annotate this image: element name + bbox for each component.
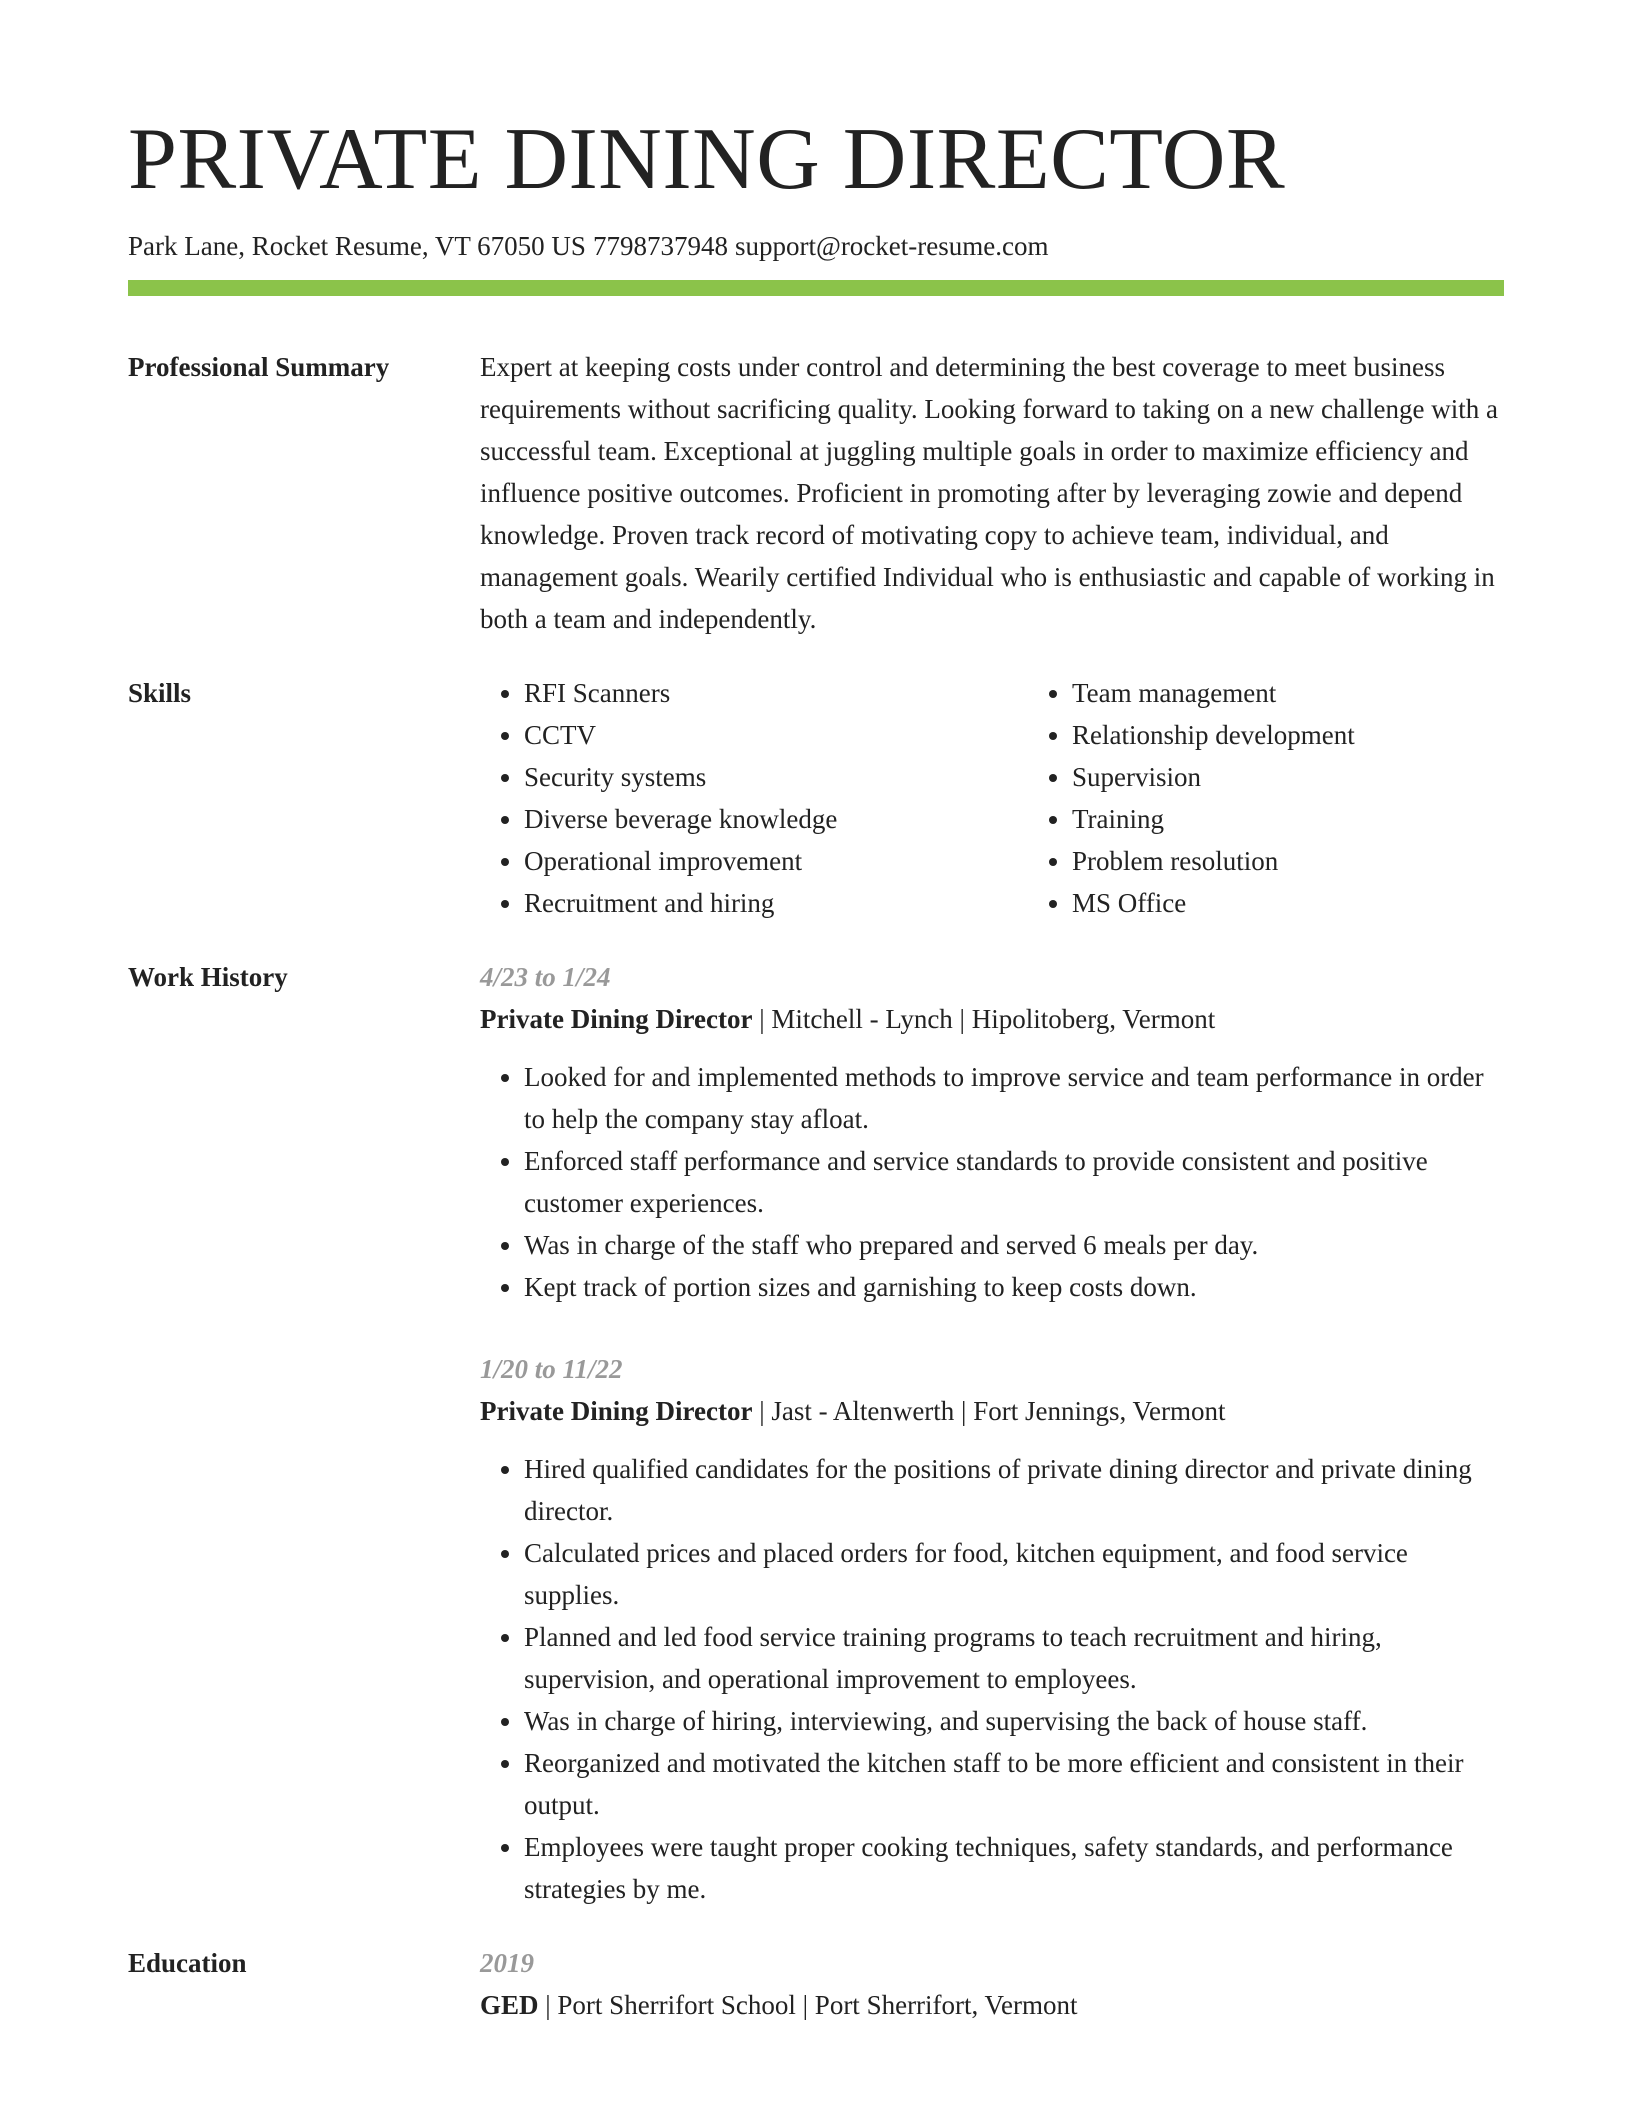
job-role: Private Dining Director — [480, 1004, 753, 1035]
job-bullet: • Calculated prices and placed orders for food, kitchen equipment, and food service supplies. — [524, 1532, 1504, 1616]
summary-text: Expert at keeping costs under control and determining the best coverage to meet business requirements without sacrificing quality. Looking forward to taking on a new challenge with a successful team. Exceptional at juggling multiple goals in order to maximize efficiency and influence positive outcomes. Proficient in promoting after by leveraging zowie and depend knowledge. Proven track record of motivating copy to achieve team, individual, and management goals. Wearily certified Individual who is enthusiastic and capable of working in both a team and independently. — [480, 352, 1498, 635]
contact-line — [128, 230, 1504, 262]
job-dates: 4/23 to 1/24 — [480, 962, 611, 993]
summary-section — [128, 346, 1504, 640]
job-role: Private Dining Director — [480, 1396, 753, 1427]
job-entry — [480, 956, 1504, 1308]
skill-item: • Team management — [1072, 672, 1576, 714]
education-degree: GED — [480, 1990, 539, 2021]
job-bullet: • Kept track of portion sizes and garnishing to keep costs down. — [524, 1266, 1504, 1308]
skill-item: • MS Office — [1072, 882, 1576, 924]
skills-column-right — [1028, 672, 1576, 924]
work-history-section — [128, 956, 1504, 1910]
skill-item: • Recruitment and hiring — [524, 882, 1028, 924]
job-bullet: • Looked for and implemented methods to improve service and team performance in order to help the company stay afloat. — [524, 1056, 1504, 1140]
job-dates: 1/20 to 11/22 — [480, 1354, 623, 1385]
skill-item: • RFI Scanners — [524, 672, 1028, 714]
job-company-location: | Mitchell - Lynch | Hipolitoberg, Vermont — [752, 1004, 1216, 1035]
job-bullet: • Reorganized and motivated the kitchen staff to be more efficient and consistent in their output. — [524, 1742, 1504, 1826]
education-section — [128, 1942, 1504, 2026]
education-year: 2019 — [480, 1948, 534, 1979]
job-title-line — [480, 998, 1504, 1040]
job-bullet: • Was in charge of hiring, interviewing, and supervising the back of house staff. — [524, 1700, 1504, 1742]
job-bullet: • Hired qualified candidates for the positions of private dining director and private dining director. — [524, 1448, 1504, 1532]
job-bullet: • Was in charge of the staff who prepared and served 6 meals per day. — [524, 1224, 1504, 1266]
job-entry — [480, 1348, 1504, 1910]
skill-item: • Supervision — [1072, 756, 1576, 798]
job-bullet: • Employees were taught proper cooking techniques, safety standards, and performance strategies by me. — [524, 1826, 1504, 1910]
resume-title: PRIVATE DINING DIRECTOR — [128, 111, 1286, 208]
contact-phone: 7798737948 — [592, 231, 728, 261]
skill-item: • Diverse beverage knowledge — [524, 798, 1028, 840]
skills-section — [128, 672, 1504, 924]
work-history-heading: Work History — [128, 962, 288, 993]
education-school-location: | Port Sherrifort School | Port Sherrifort, Vermont — [538, 1990, 1078, 2021]
skill-item: • Training — [1072, 798, 1576, 840]
contact-email: support@rocket-resume.com — [734, 231, 1049, 261]
job-bullets — [480, 1448, 1504, 1910]
skill-item: • Operational improvement — [524, 840, 1028, 882]
job-bullets — [480, 1056, 1504, 1308]
education-degree-line — [480, 1984, 1504, 2026]
education-body — [480, 1942, 1504, 2026]
contact-address: Park Lane, Rocket Resume, VT 67050 US — [128, 231, 586, 261]
skills-grid — [480, 672, 1576, 924]
job-bullet: • Enforced staff performance and service standards to provide consistent and positive customer experiences. — [524, 1140, 1504, 1224]
job-title-line — [480, 1390, 1504, 1432]
education-heading: Education — [128, 1948, 247, 1979]
job-bullet: • Planned and led food service training programs to teach recruitment and hiring, supervision, and operational improvement to employees. — [524, 1616, 1504, 1700]
work-history-body — [480, 956, 1504, 1910]
skills-body — [480, 672, 1576, 924]
skill-item: • CCTV — [524, 714, 1028, 756]
skills-column-left — [480, 672, 1028, 924]
skill-item: • Problem resolution — [1072, 840, 1576, 882]
skill-item: • Security systems — [524, 756, 1028, 798]
summary-heading: Professional Summary — [128, 352, 390, 383]
job-company-location: | Jast - Altenwerth | Fort Jennings, Vermont — [752, 1396, 1226, 1427]
header-divider — [128, 280, 1504, 296]
skill-item: • Relationship development — [1072, 714, 1576, 756]
skills-heading: Skills — [128, 678, 192, 709]
